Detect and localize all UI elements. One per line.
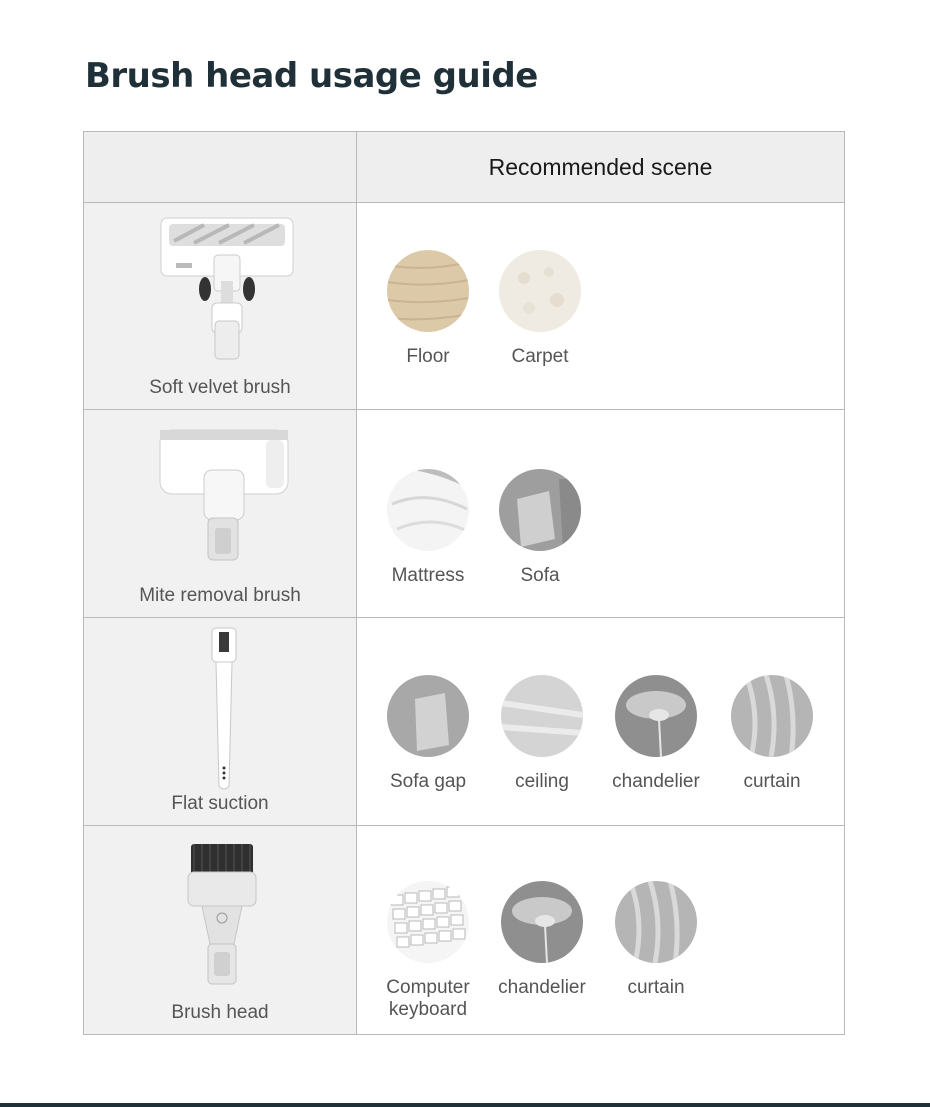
scene-label: Mattress (391, 565, 465, 587)
flat-suction-icon (84, 618, 357, 793)
scene-item (487, 675, 597, 793)
scene-item (487, 881, 597, 999)
sofa-icon (499, 469, 581, 551)
mite-removal-brush-icon (84, 410, 357, 575)
brush-name: Mite removal brush (139, 584, 301, 606)
brush-name: Soft velvet brush (149, 377, 291, 399)
scene-item (485, 469, 595, 587)
table-row (84, 825, 845, 1034)
scene-item (373, 469, 483, 587)
brush-name: Brush head (171, 1002, 269, 1023)
scene-cell (357, 617, 845, 825)
mattress-icon (387, 469, 469, 551)
scene-item (717, 675, 827, 793)
table-row (84, 203, 845, 410)
header-recommended-scene: Recommended scene (357, 132, 845, 203)
soft-velvet-brush-icon (84, 203, 357, 368)
header-empty-cell (84, 132, 357, 203)
scene-label: curtain (743, 770, 801, 792)
table-header-row (84, 132, 845, 203)
chandelier-icon (501, 881, 583, 963)
table-row (84, 410, 845, 617)
scene-label: Sofa gap (389, 770, 467, 792)
scene-item (373, 881, 483, 1021)
scene-label: curtain (627, 976, 685, 998)
scene-label: chandelier (612, 770, 700, 792)
brush-cell (84, 825, 357, 1034)
brush-cell (84, 203, 357, 410)
bottom-rule (0, 1103, 930, 1107)
sofa-gap-icon (387, 675, 469, 757)
scene-item (373, 675, 483, 793)
scene-cell (357, 410, 845, 617)
keyboard-icon (387, 881, 469, 963)
curtain-icon (615, 881, 697, 963)
brush-head-icon (84, 826, 357, 1001)
usage-guide-table (83, 131, 845, 1035)
brush-name: Flat suction (171, 792, 269, 814)
table-row (84, 617, 845, 825)
carpet-texture-icon (499, 250, 581, 332)
page-title: Brush head usage guide (85, 56, 538, 96)
ceiling-icon (501, 675, 583, 757)
scene-label: Computer keyboard (386, 976, 470, 1020)
scene-cell (357, 825, 845, 1034)
scene-cell (357, 203, 845, 410)
brush-cell (84, 617, 357, 825)
chandelier-icon (615, 675, 697, 757)
scene-label: Sofa (520, 565, 560, 587)
scene-item (485, 250, 595, 368)
scene-label: Carpet (511, 346, 569, 368)
floor-texture-icon (387, 250, 469, 332)
scene-item (601, 881, 711, 999)
scene-label: ceiling (515, 770, 569, 792)
scene-item (373, 250, 483, 368)
scene-label: Floor (406, 346, 450, 368)
scene-item (601, 675, 711, 793)
scene-label: chandelier (498, 976, 586, 998)
curtain-icon (731, 675, 813, 757)
brush-cell (84, 410, 357, 617)
